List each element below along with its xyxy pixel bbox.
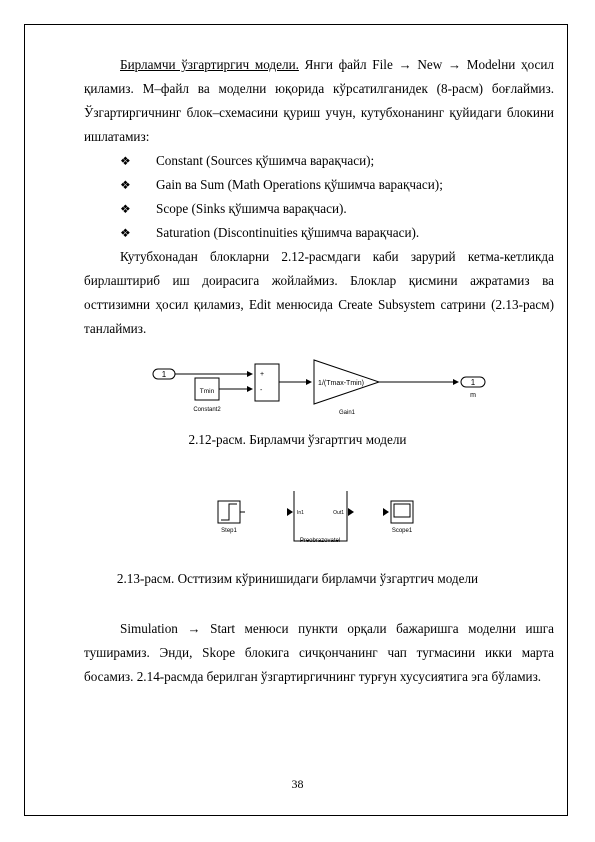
scope-input-arrow (383, 508, 389, 516)
section-title: Бирламчи ўзгартиргич модели. (120, 57, 299, 72)
simulink-model-diagram (145, 356, 495, 416)
gain-label: Gain1 (338, 410, 356, 416)
output-port-number: 1 (470, 378, 476, 387)
output-port-label: m (470, 392, 476, 399)
figure-caption-2-12: 2.12-расм. Бирламчи ўзгартгич модели (188, 432, 407, 447)
scope-screen-icon (394, 504, 410, 517)
list-item: ❖ Saturation (Discontinuities қўшимча варақчаси). (84, 221, 554, 245)
intro-text: Янги файл File → New → Modelни ҳосил қиламиз. М–файл ва моделни юқорида кўрсатилганидек (8-расм) боғлаймиз. Ўзгартиргичнинг блок–схемасини қуриш учун, кутубхонанинг қуйидаги блокини ишлатамиз: (84, 57, 554, 144)
subsystem-out-label: Out1 (333, 510, 344, 516)
subsystem-in-label: In1 (297, 510, 304, 516)
list-item: ❖ Scope (Sinks қўшимча варақчаси). (84, 197, 554, 221)
page-number: 38 (291, 777, 304, 791)
list-item: ❖ Constant (Sources қўшимча варақчаси); (84, 149, 554, 173)
diamond-bullet-icon: ❖ (120, 154, 131, 168)
paragraph-library: Кутубхонадан блокларни 2.12-расмдаги каби зарурий кетма-кетликда бирлаштириб иш доирасига жойлаймиз. Блоклар қисмини ажратамиз ва осттизимни ҳосил қиламиз, Edit менюсида Create Subsystem сатрини (2.13-расм) танлаймиз. (84, 249, 554, 336)
subsystem-output-arrow (348, 508, 354, 516)
paragraph-simulation: Simulation → Start менюси пункти орқали бажаришга моделни ишга туширамиз. Энди, Skope блокига сичқончанинг чап тугмасини икки марта босамиз. 2.14-расмда берилган ўзгартиргичнинг турғун хусусиятига эга бўламиз. (84, 621, 554, 684)
subsystem-model-diagram (210, 487, 420, 545)
diamond-bullet-icon: ❖ (120, 178, 131, 192)
subsystem-block (294, 491, 347, 541)
list-item: ❖ Gain ва Sum (Math Operations қўшимча варақчаси); (84, 173, 554, 197)
sum-minus-sign: - (260, 387, 263, 394)
constant-value: Tmin (199, 388, 215, 395)
figure-caption-2-13: 2.13-расм. Осттизим кўринишидаги бирламчи ўзгартгич модели (116, 571, 479, 586)
paragraph-intro (84, 53, 554, 149)
diamond-bullet-icon: ❖ (120, 226, 131, 240)
diamond-bullet-icon: ❖ (120, 202, 131, 216)
step-label: Step1 (221, 528, 237, 534)
constant-label: Constant2 (193, 407, 221, 413)
gain-expression: 1/(Tmax-Tmin) (318, 380, 364, 387)
sum-plus-sign: + (260, 371, 265, 378)
subsystem-label: Preobrazovatel (299, 538, 341, 544)
input-port-number: 1 (161, 370, 167, 379)
block-list (84, 149, 554, 245)
subsystem-input-arrow (287, 508, 293, 516)
scope-label: Scope1 (391, 528, 413, 534)
sum-block (255, 364, 279, 401)
